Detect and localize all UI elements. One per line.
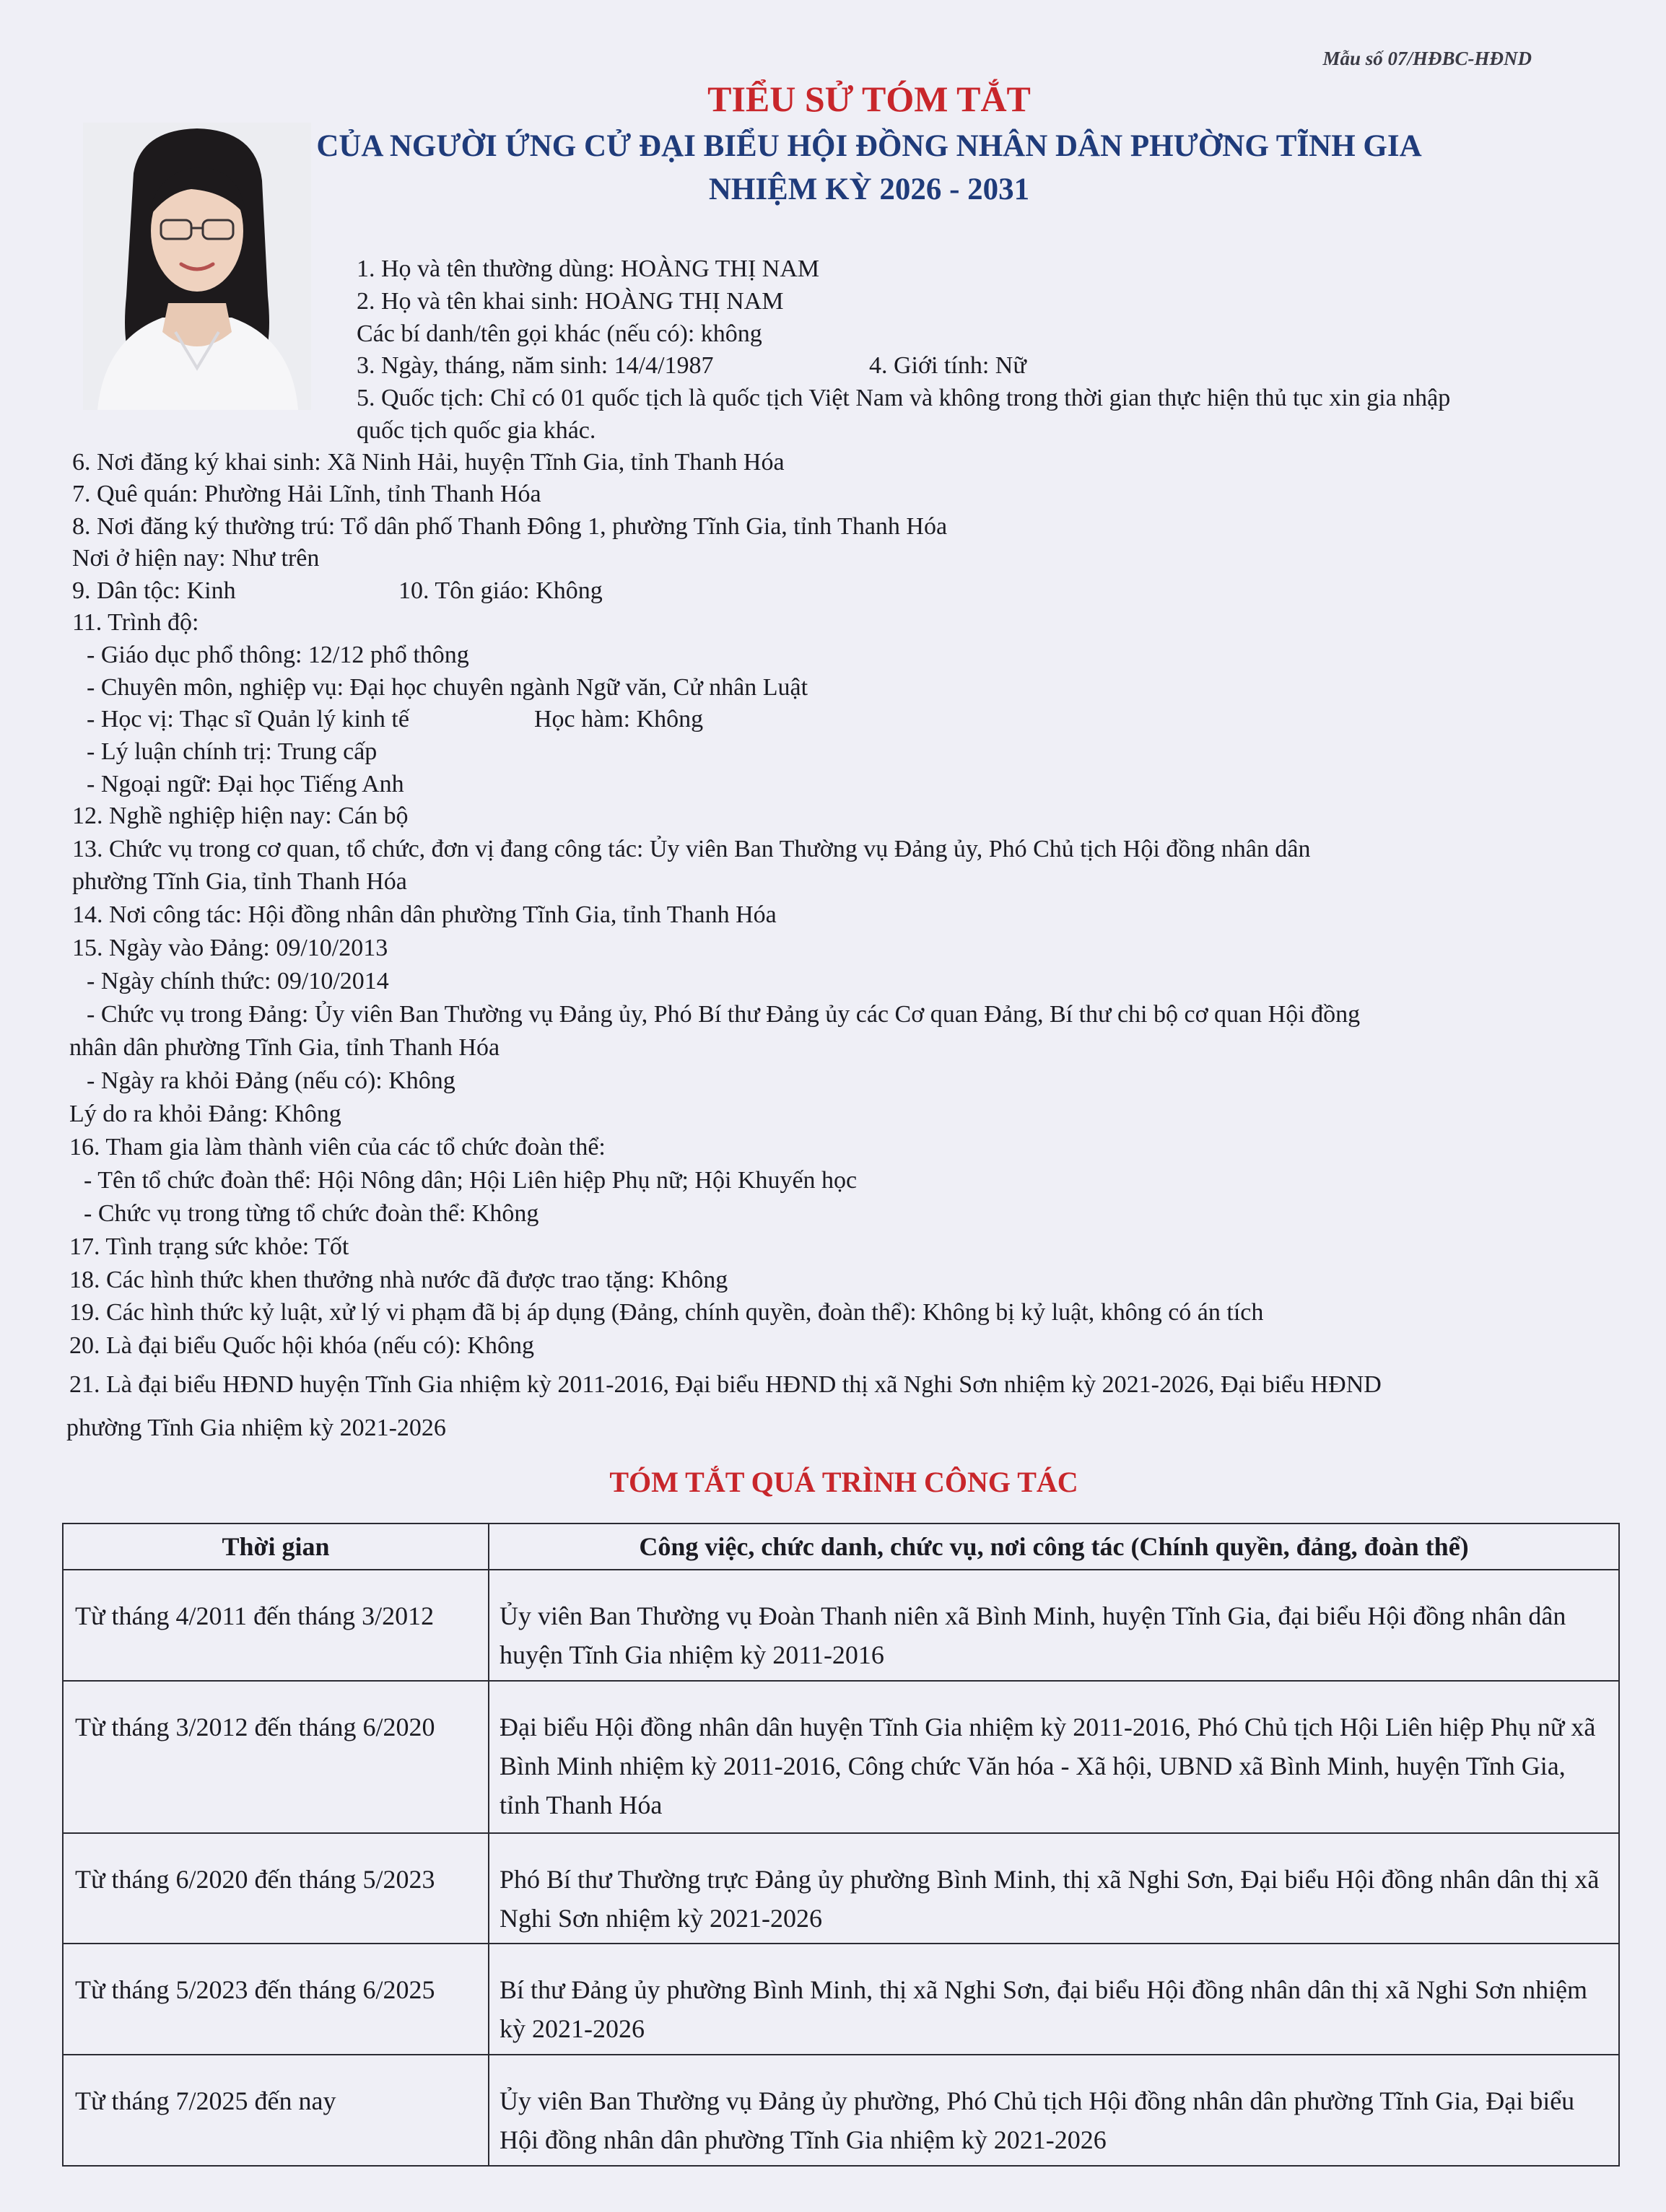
bio-education-heading: 11. Trình độ: [72, 609, 199, 636]
bio-organization-positions: - Chức vụ trong từng tổ chức đoàn thể: Không [84, 1200, 539, 1227]
document-subtitle: CỦA NGƯỜI ỨNG CỬ ĐẠI BIỂU HỘI ĐỒNG NHÂN DÂN PHƯỜNG TĨNH GIA [316, 129, 1422, 163]
bio-council-member-cont: phường Tĩnh Gia nhiệm kỳ 2021-2026 [66, 1415, 446, 1441]
bio-ethnicity: 9. Dân tộc: Kinh [72, 577, 236, 604]
row-time: Từ tháng 4/2011 đến tháng 3/2012 [63, 1570, 489, 1681]
bio-council-member: 21. Là đại biểu HĐND huyện Tĩnh Gia nhiệm kỳ 2011-2016, Đại biểu HĐND thị xã Nghi Sơn nhiệm kỳ 2021-2026, Đại biểu HĐND [69, 1371, 1382, 1398]
bio-health: 17. Tình trạng sức khỏe: Tốt [69, 1233, 349, 1260]
bio-academic-title: Học hàm: Không [534, 706, 704, 733]
candidate-photo [83, 123, 311, 410]
form-code: Mẫu số 07/HĐBC-HĐND [1322, 48, 1532, 69]
bio-political-theory: - Lý luận chính trị: Trung cấp [87, 738, 378, 765]
bio-party-position: - Chức vụ trong Đảng: Ủy viên Ban Thường vụ Đảng ủy, Phó Bí thư Đảng ủy các Cơ quan Đảng, Bí thư chi bộ cơ quan Hội đồng [87, 1001, 1361, 1028]
bio-foreign-language: - Ngoại ngữ: Đại học Tiếng Anh [87, 771, 404, 797]
term-subtitle: NHIỆM KỲ 2026 - 2031 [708, 172, 1030, 206]
column-header-work: Công việc, chức danh, chức vụ, nơi công tác (Chính quyền, đảng, đoàn thể) [489, 1524, 1619, 1570]
bio-common-name: 1. Họ và tên thường dùng: HOÀNG THỊ NAM [357, 255, 820, 282]
row-time: Từ tháng 7/2025 đến nay [63, 2055, 489, 2166]
bio-awards: 18. Các hình thức khen thưởng nhà nước đã được trao tặng: Không [69, 1267, 728, 1293]
bio-aliases: Các bí danh/tên gọi khác (nếu có): không [357, 320, 762, 347]
table-row [63, 1944, 1619, 2055]
bio-workplace: 14. Nơi công tác: Hội đồng nhân dân phường Tĩnh Gia, tỉnh Thanh Hóa [72, 901, 777, 928]
bio-birth-registration: 6. Nơi đăng ký khai sinh: Xã Ninh Hải, huyện Tĩnh Gia, tỉnh Thanh Hóa [72, 449, 785, 476]
bio-gender: 4. Giới tính: Nữ [869, 352, 1026, 379]
bio-nationality: 5. Quốc tịch: Chỉ có 01 quốc tịch là quốc tịch Việt Nam và không trong thời gian thực hiện thủ tục xin gia nhập [357, 385, 1451, 411]
work-history-table [62, 1523, 1620, 2167]
bio-specialization: - Chuyên môn, nghiệp vụ: Đại học chuyên ngành Ngữ văn, Cử nhân Luật [87, 674, 808, 701]
row-work: Đại biểu Hội đồng nhân dân huyện Tĩnh Gia nhiệm kỳ 2011-2016, Phó Chủ tịch Hội Liên hiệp Phụ nữ xã Bình Minh nhiệm kỳ 2011-2016, Công chức Văn hóa - Xã hội, UBND xã Bình Minh, huyện Tĩnh Gia, tỉnh Thanh Hóa [489, 1681, 1619, 1833]
table-row [63, 1570, 1619, 1681]
bio-nationality-cont: quốc tịch quốc gia khác. [357, 417, 596, 444]
bio-party-leave-date: - Ngày ra khỏi Đảng (nếu có): Không [87, 1067, 455, 1094]
bio-degree: - Học vị: Thạc sĩ Quản lý kinh tế [87, 706, 409, 733]
bio-organizations-heading: 16. Tham gia làm thành viên của các tổ chức đoàn thể: [69, 1134, 606, 1160]
bio-party-position-cont: nhân dân phường Tĩnh Gia, tỉnh Thanh Hóa [69, 1034, 500, 1061]
bio-position: 13. Chức vụ trong cơ quan, tổ chức, đơn vị đang công tác: Ủy viên Ban Thường vụ Đảng ủy, Phó Chủ tịch Hội đồng nhân dân [72, 836, 1311, 862]
document-title: TIỂU SỬ TÓM TẮT [707, 79, 1031, 119]
bio-party-leave-reason: Lý do ra khỏi Đảng: Không [69, 1101, 341, 1127]
bio-current-residence: Nơi ở hiện nay: Như trên [72, 545, 320, 572]
row-work: Bí thư Đảng ủy phường Bình Minh, thị xã Nghi Sơn, đại biểu Hội đồng nhân dân thị xã Nghi Sơn nhiệm kỳ 2021-2026 [489, 1944, 1619, 2055]
bio-birth-name: 2. Họ và tên khai sinh: HOÀNG THỊ NAM [357, 288, 784, 315]
row-work: Phó Bí thư Thường trực Đảng ủy phường Bình Minh, thị xã Nghi Sơn, Đại biểu Hội đồng nhân dân thị xã Nghi Sơn nhiệm kỳ 2021-2026 [489, 1833, 1619, 1944]
row-time: Từ tháng 3/2012 đến tháng 6/2020 [63, 1681, 489, 1833]
table-row [63, 1833, 1619, 1944]
bio-occupation: 12. Nghề nghiệp hiện nay: Cán bộ [72, 803, 409, 829]
column-header-time: Thời gian [63, 1524, 489, 1570]
row-time: Từ tháng 5/2023 đến tháng 6/2025 [63, 1944, 489, 2055]
work-history-title: TÓM TẮT QUÁ TRÌNH CÔNG TÁC [609, 1466, 1078, 1498]
row-work: Ủy viên Ban Thường vụ Đoàn Thanh niên xã Bình Minh, huyện Tĩnh Gia, đại biểu Hội đồng nhân dân huyện Tĩnh Gia nhiệm kỳ 2011-2016 [489, 1570, 1619, 1681]
bio-position-cont: phường Tĩnh Gia, tỉnh Thanh Hóa [72, 868, 407, 895]
bio-organization-names: - Tên tổ chức đoàn thể: Hội Nông dân; Hội Liên hiệp Phụ nữ; Hội Khuyến học [84, 1167, 858, 1194]
row-work: Ủy viên Ban Thường vụ Đảng ủy phường, Phó Chủ tịch Hội đồng nhân dân phường Tĩnh Gia, Đại biểu Hội đồng nhân dân phường Tĩnh Gia nhiệm kỳ 2021-2026 [489, 2055, 1619, 2166]
bio-hometown: 7. Quê quán: Phường Hải Lĩnh, tỉnh Thanh Hóa [72, 481, 541, 507]
table-row [63, 1681, 1619, 1833]
table-header-row [63, 1524, 1619, 1570]
bio-permanent-residence: 8. Nơi đăng ký thường trú: Tổ dân phố Thanh Đông 1, phường Tĩnh Gia, tỉnh Thanh Hóa [72, 513, 948, 540]
bio-party-join-date: 15. Ngày vào Đảng: 09/10/2013 [72, 935, 388, 961]
bio-general-education: - Giáo dục phổ thông: 12/12 phổ thông [87, 642, 469, 668]
bio-birth-date: 3. Ngày, tháng, năm sinh: 14/4/1987 [357, 352, 714, 379]
table-row [63, 2055, 1619, 2166]
bio-religion: 10. Tôn giáo: Không [398, 577, 603, 604]
bio-party-official-date: - Ngày chính thức: 09/10/2014 [87, 968, 389, 994]
bio-national-assembly: 20. Là đại biểu Quốc hội khóa (nếu có): Không [69, 1332, 534, 1359]
bio-discipline: 19. Các hình thức kỷ luật, xử lý vi phạm đã bị áp dụng (Đảng, chính quyền, đoàn thể): Không bị kỷ luật, không có án tích [69, 1299, 1264, 1326]
row-time: Từ tháng 6/2020 đến tháng 5/2023 [63, 1833, 489, 1944]
